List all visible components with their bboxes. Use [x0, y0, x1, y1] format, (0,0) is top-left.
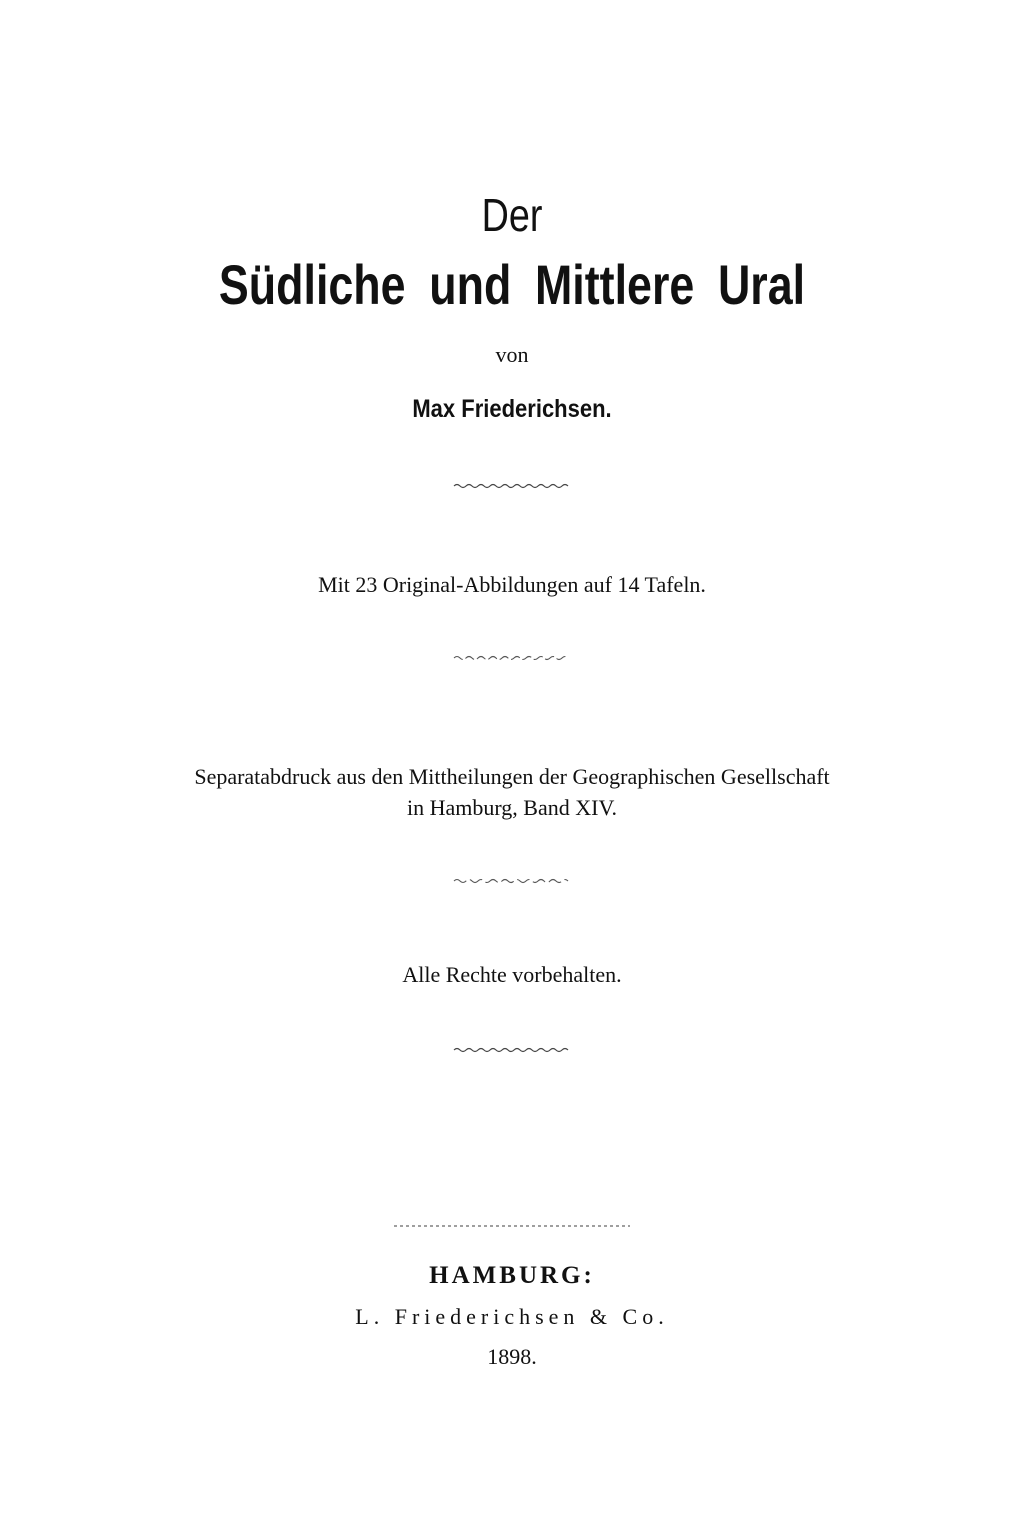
- byline-von: von: [495, 342, 529, 367]
- ornamental-rule-5: [0, 1220, 1024, 1232]
- separatabdruck-line-2: in Hamburg, Band XIV.: [406, 795, 617, 820]
- title-article: Der: [481, 189, 543, 241]
- rights-notice: Alle Rechte vorbehalten.: [402, 962, 622, 987]
- ornamental-rule-1: [0, 480, 1024, 492]
- imprint-city: HAMBURG:: [429, 1262, 595, 1289]
- imprint-year: 1898.: [487, 1344, 537, 1369]
- author-name: Max Friederichsen.: [412, 395, 612, 423]
- ornamental-rule-2: [0, 652, 1024, 664]
- separatabdruck-line-1: Separatabdruck aus den Mittheilungen der Geographischen Gesellschaft: [194, 764, 830, 789]
- illustrations-note: Mit 23 Original-Abbildungen auf 14 Tafeln.: [318, 572, 706, 597]
- ornamental-rule-4: [0, 1044, 1024, 1056]
- book-title: Südliche und Mittlere Ural: [218, 253, 806, 316]
- imprint-publisher: L. Friederichsen & Co.: [355, 1304, 669, 1329]
- ornamental-rule-3: [0, 875, 1024, 887]
